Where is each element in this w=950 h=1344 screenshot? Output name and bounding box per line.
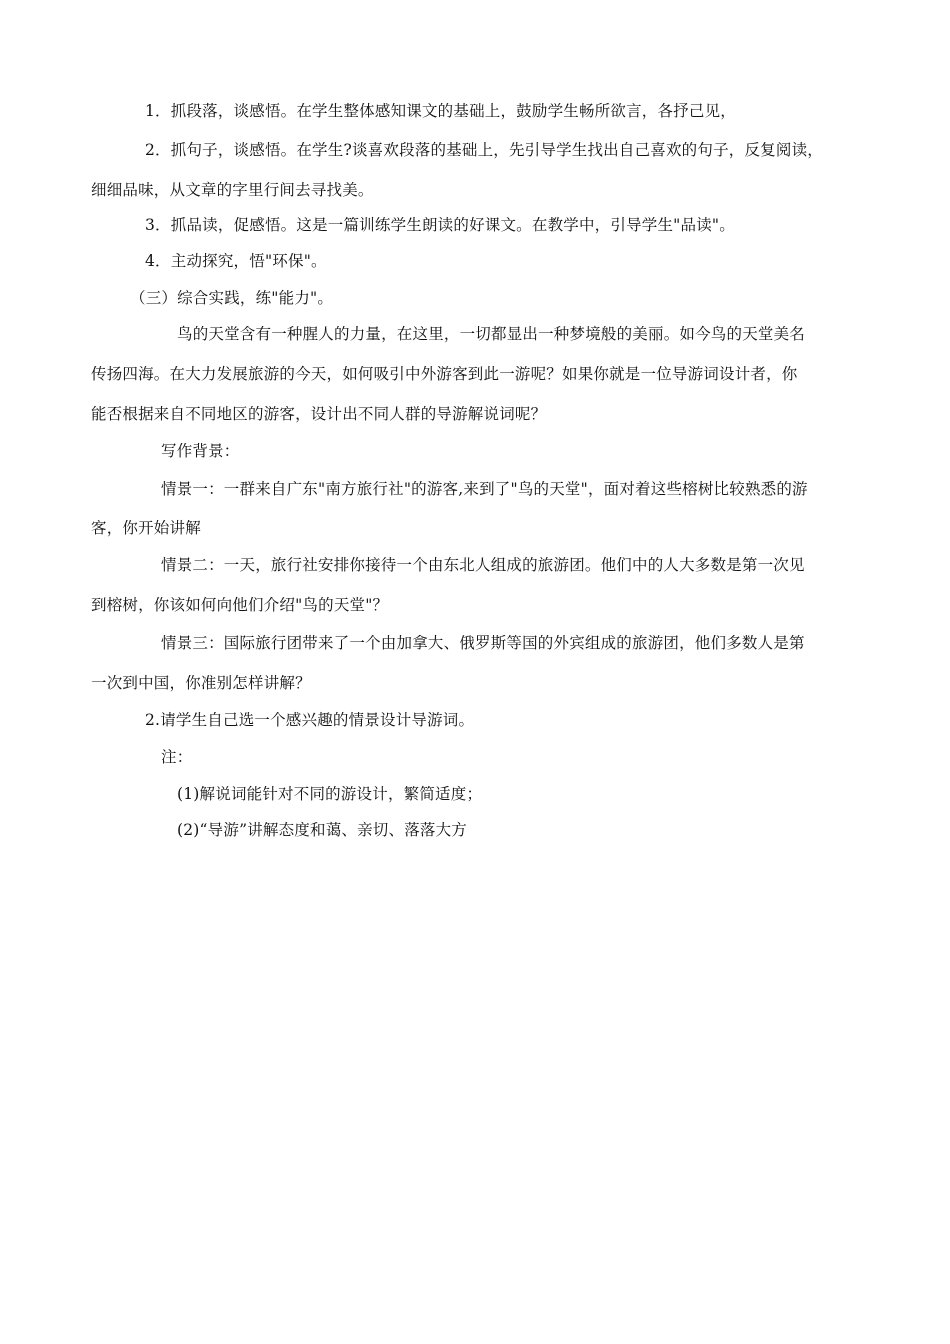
- section-heading: （三）综合实践，练"能力"。: [130, 289, 334, 307]
- text-line: 情景三：国际旅行团带来了一个由加拿大、俄罗斯等国的外宾组成的旅游团，他们多数人是第: [161, 634, 805, 652]
- text-line: 2.请学生自己选一个感兴趣的情景设计导游词。: [145, 711, 475, 729]
- text-line: (2)“导游”讲解态度和蔼、亲切、落落大方: [177, 821, 468, 839]
- text-line: 4．主动探究，悟"环保"。: [145, 252, 327, 270]
- text-line: 注：: [161, 748, 193, 766]
- text-line: (1)解说词能针对不同的游设计，繁简适度；: [177, 785, 483, 803]
- text-line: 3．抓品读，促感悟。这是一篇训练学生朗读的好课文。在教学中，引导学生"品读"。: [145, 216, 735, 234]
- text-line: 2．抓句子，谈感悟。在学生?谈喜欢段落的基础上，先引导学生找出自己喜欢的句子，反复阅读，: [145, 141, 823, 159]
- text-line: 细细品味，从文章的字里行间去寻找美。: [91, 181, 374, 199]
- text-line: 写作背景：: [161, 442, 240, 460]
- text-line: 1．抓段落，谈感悟。在学生整体感知课文的基础上，鼓励学生畅所欲言，各抒己见，: [145, 102, 736, 120]
- text-line: 到榕树，你该如何向他们介绍"鸟的天堂"？: [91, 596, 389, 614]
- text-line: 传扬四海。在大力发展旅游的今天，如何吸引中外游客到此一游呢？如果你就是一位导游词设计者，你: [91, 365, 798, 383]
- text-line: 客，你开始讲解: [91, 519, 201, 537]
- text-line: 情景一：一群来自广东"南方旅行社"的游客,来到了"鸟的天堂"，面对着这些榕树比较熟悉的游: [161, 480, 808, 498]
- text-line: 能否根据来自不同地区的游客，设计出不同人群的导游解说词呢？: [91, 405, 547, 423]
- text-line: 情景二：一天，旅行社安排你接待一个由东北人组成的旅游团。他们中的人大多数是第一次见: [161, 556, 805, 574]
- text-line: 一次到中国，你准别怎样讲解？: [91, 674, 311, 692]
- text-line: 鸟的天堂含有一种腥人的力量，在这里，一切都显出一种梦境般的美丽。如今鸟的天堂美名: [177, 325, 806, 343]
